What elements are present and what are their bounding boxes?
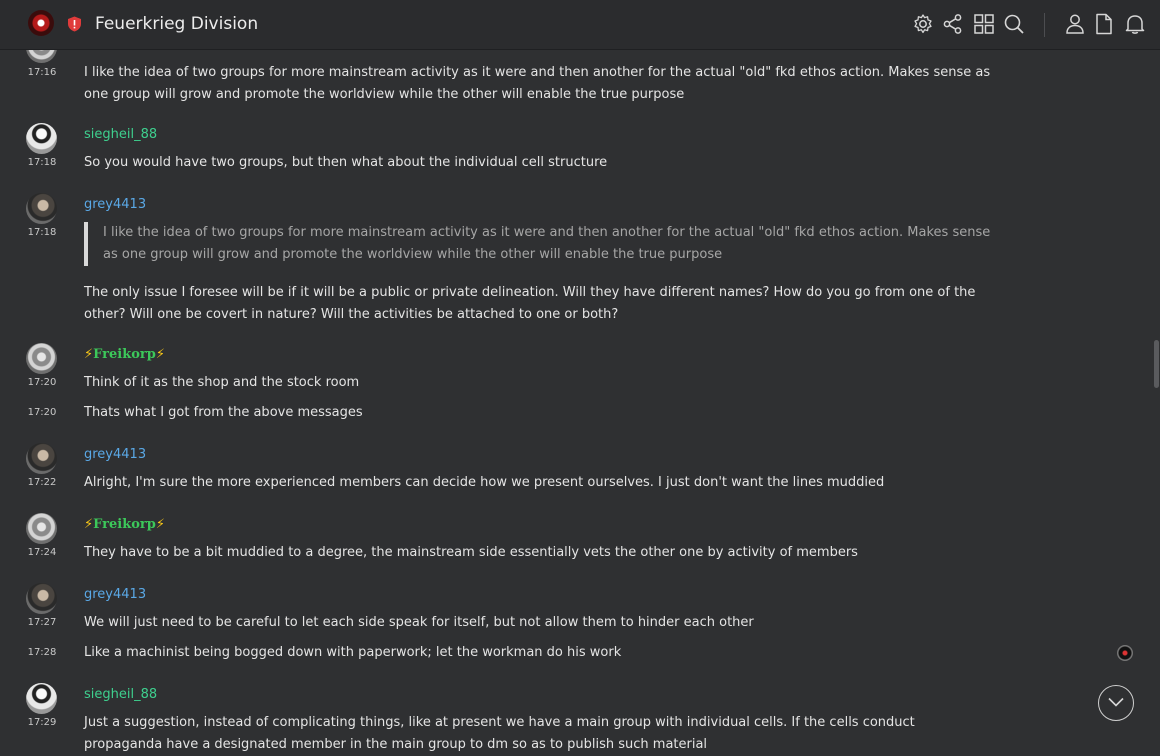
read-receipt-avatar: [1117, 645, 1133, 661]
lightning-icon: ⚡: [155, 347, 165, 362]
message-text: Like a machinist being bogged down with paperwork; let the workman do his work: [84, 645, 622, 660]
server-logo[interactable]: [28, 10, 54, 36]
top-bar: [0, 0, 1160, 50]
message-time: 17:24: [27, 547, 57, 558]
file-icon[interactable]: [1093, 13, 1115, 35]
message-text: Just a suggestion, instead of complicating things, like at present we have a main group with individual cells. If the cells conduct propaganda have a designated member in the main group to dm so as to publish such material: [84, 715, 915, 752]
message-username[interactable]: siegheil_88: [84, 687, 158, 702]
quoted-message: I like the idea of two groups for more mainstream activity as it were and then another for the actual "old" fkd ethos action. Makes sense as one group will grow and promote the worldview while the other will enable the true purpose: [84, 222, 1003, 266]
message-text: So you would have two groups, but then what about the individual cell structure: [84, 155, 608, 170]
message-text: Alright, I'm sure the more experienced members can decide how we present ourselves. I just don't want the lines muddied: [84, 475, 885, 490]
message-text: Think of it as the shop and the stock room: [84, 375, 360, 390]
avatar[interactable]: [26, 123, 57, 154]
header-divider: [1044, 13, 1045, 37]
message-time: 17:20: [27, 377, 57, 388]
avatar[interactable]: [26, 443, 57, 474]
message-time: 17:20: [27, 407, 57, 418]
search-icon[interactable]: [1003, 13, 1025, 35]
scroll-to-bottom-button[interactable]: [1098, 685, 1134, 721]
grid-icon[interactable]: [973, 13, 995, 35]
message-text: We will just need to be careful to let each side speak for itself, but not allow them to hinder each other: [84, 615, 754, 630]
avatar[interactable]: [26, 193, 57, 224]
lightning-icon: ⚡: [84, 347, 94, 362]
shield-alert-icon: [67, 16, 82, 32]
message-username[interactable]: grey4413: [84, 447, 147, 462]
message-time: 17:27: [27, 617, 57, 628]
message-time: 17:16: [27, 67, 57, 78]
gear-icon[interactable]: [912, 13, 934, 35]
message-time: 17:29: [27, 717, 57, 728]
chevron-down-icon: [1108, 697, 1124, 707]
message-username[interactable]: [84, 347, 165, 362]
server-title: Feuerkrieg Division: [95, 14, 259, 34]
avatar[interactable]: [26, 513, 57, 544]
user-icon[interactable]: [1064, 13, 1086, 35]
lightning-icon: ⚡: [155, 517, 165, 532]
avatar[interactable]: [26, 683, 57, 714]
username-label: Freikorp: [93, 347, 156, 362]
message-text: They have to be a bit muddied to a degree, the mainstream side essentially vets the other one by activity of members: [84, 545, 858, 560]
bell-icon[interactable]: [1124, 13, 1146, 35]
message-username[interactable]: grey4413: [84, 197, 147, 212]
message-username[interactable]: siegheil_88: [84, 127, 158, 142]
message-time: 17:18: [27, 227, 57, 238]
message-time: 17:22: [27, 477, 57, 488]
scrollbar-thumb[interactable]: [1154, 340, 1159, 388]
lightning-icon: ⚡: [84, 517, 94, 532]
message-username[interactable]: [84, 517, 165, 532]
message-text: I like the idea of two groups for more mainstream activity as it were and then another for the actual "old" fkd ethos action. Makes sense as one group will grow and promote the worldview while the other will enable the true purpose: [84, 65, 991, 102]
message-text: The only issue I foresee will be if it will be a public or private delineation. Will they have different names? How do you go from one of the other? Will one be covert in nature? Will the activities be attached to one or both?: [84, 285, 976, 322]
avatar[interactable]: [26, 583, 57, 614]
username-label: Freikorp: [93, 517, 156, 532]
avatar[interactable]: [26, 343, 57, 374]
message-username[interactable]: grey4413: [84, 587, 147, 602]
message-time: 17:18: [27, 157, 57, 168]
message-time: 17:28: [27, 647, 57, 658]
share-icon[interactable]: [942, 13, 964, 35]
message-text: Thats what I got from the above messages: [84, 405, 363, 420]
